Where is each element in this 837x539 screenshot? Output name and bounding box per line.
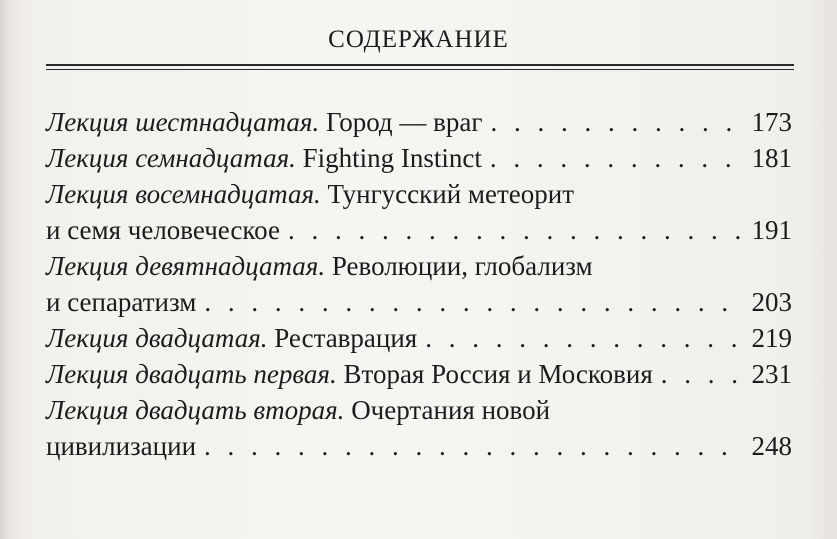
toc-entry-line: [46, 140, 792, 176]
lecture-number: Лекция девятнадцатая.: [46, 251, 326, 281]
page-number: 219: [751, 323, 792, 353]
lecture-number: Лекция двадцатая.: [46, 323, 268, 353]
toc-entry-line: [46, 356, 792, 392]
toc-entry-line: [46, 176, 792, 212]
lecture-number: Лекция двадцать первая.: [46, 359, 337, 389]
header-rule-thick: [46, 64, 794, 66]
page-number: 181: [751, 143, 792, 173]
page-number: 203: [751, 287, 792, 317]
dot-leader: [204, 428, 745, 464]
lecture-title: Реставрация: [274, 323, 418, 353]
dot-leader: [288, 212, 746, 248]
toc-entry: [46, 104, 792, 140]
toc-entry: [46, 320, 792, 356]
lecture-title-continued: и семя человеческое: [46, 215, 280, 245]
toc-entry: [46, 140, 792, 176]
lecture-number: Лекция шестнадцатая.: [46, 107, 320, 137]
header-rule-thin: [46, 69, 794, 70]
lecture-title-continued: цивилизации: [46, 431, 197, 461]
dot-leader: [661, 356, 746, 392]
toc-entry-line: [46, 284, 792, 320]
toc-entry: [46, 356, 792, 392]
dot-leader: [204, 284, 745, 320]
toc-entry-line: [46, 212, 792, 248]
lecture-number: Лекция семнадцатая.: [46, 143, 296, 173]
lecture-title: Революции, глобализм: [331, 251, 593, 281]
page-number: 231: [751, 359, 792, 389]
page-number: 191: [751, 215, 792, 245]
lecture-title: Тунгусский метеорит: [327, 179, 575, 209]
toc-entry-line: [46, 320, 792, 356]
toc-entry-line: [46, 428, 792, 464]
dot-leader: [490, 140, 746, 176]
toc-entry: [46, 392, 792, 464]
lecture-title-continued: и сепаратизм: [46, 287, 197, 317]
toc-entry: [46, 176, 792, 248]
table-of-contents: [46, 104, 792, 464]
toc-entry-line: [46, 104, 792, 140]
toc-entry-line: [46, 248, 792, 284]
toc-entry-line: [46, 392, 792, 428]
toc-entry: [46, 248, 792, 320]
lecture-title: Очертания новой: [351, 395, 551, 425]
dot-leader: [490, 104, 745, 140]
lecture-number: Лекция двадцать вторая.: [46, 395, 345, 425]
dot-leader: [425, 320, 745, 356]
lecture-title: Город — враг: [325, 107, 483, 137]
page-number: 248: [751, 431, 792, 461]
lecture-title: Fighting Instinct: [302, 143, 482, 173]
lecture-number: Лекция восемнадцатая.: [46, 179, 321, 209]
page-title: СОДЕРЖАНИЕ: [328, 26, 509, 53]
lecture-title: Вторая Россия и Московия: [343, 359, 653, 389]
page-number: 173: [751, 107, 792, 137]
